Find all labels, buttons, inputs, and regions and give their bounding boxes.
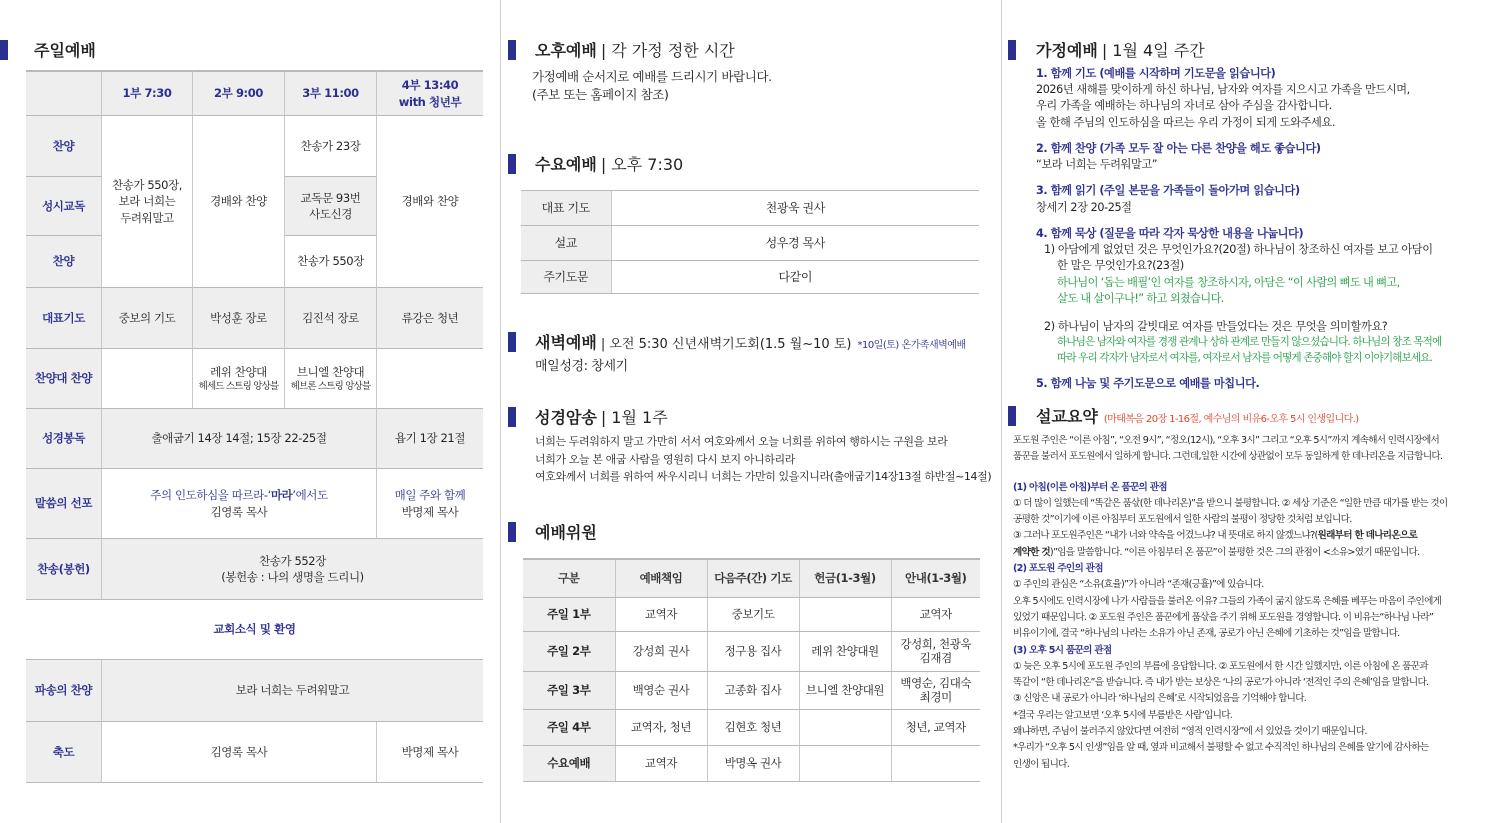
committee-cell: 청년, 교역자: [891, 709, 980, 745]
home-worship-title: 가정예배 | 1월 4일 주간: [1002, 38, 1205, 61]
service2-praise: 경배와 찬양: [193, 116, 285, 288]
wednesday-row: 대표 기도 천광욱 권사: [521, 191, 979, 226]
scripture-services-1-3: 출애굽기 14장 14절; 15장 22-25절: [102, 409, 377, 469]
scripture-memory-text: 너희는 두려워하지 말고 가만히 서서 여호와께서 오늘 너희를 위하여 행하시는 구원을 보라 너희가 오늘 본 애굽 사람을 영원히 다시 보지 아니하리라 여호와께서 너희를 위하여 싸우시리니 너희는 가만히 있을지니라(출애굽기14장13절 하반절~14절): [535, 435, 992, 484]
prayer-service-4: 류강은 청년: [377, 288, 483, 349]
church-news: 교회소식 및 환영: [26, 600, 483, 660]
label-scripture: 성경봉독: [26, 409, 102, 469]
label-prayer: 대표기도: [26, 288, 102, 349]
committee-row: [523, 709, 980, 745]
worship-committee-title: 예배위원: [501, 520, 597, 543]
blessing-services-1-3: 김영록 목사: [102, 722, 377, 783]
committee-row: [523, 597, 980, 631]
header-service-1: 1부 7:30: [102, 70, 193, 116]
committee-cell: 강성희, 천광욱 김재겸: [891, 631, 980, 671]
header-service-4: 4부 13:40 with 청년부: [377, 70, 483, 116]
wednesday-table: [521, 190, 979, 294]
label-offering: 찬송(봉헌): [26, 539, 102, 600]
committee-cell: 교역자, 청년: [615, 709, 707, 745]
choir-service-2: 레위 찬양대 헤세드 스트링 앙상블: [193, 349, 285, 409]
scripture-memory-title: 성경암송 | 1월 1주: [501, 405, 668, 428]
committee-cell: 레위 찬양대원: [799, 631, 891, 671]
service3-hymn-1: 찬송가 23장: [285, 116, 377, 177]
afternoon-worship-text: 가정예배 순서지로 예배를 드리시기 바랍니다. (주보 또는 홈페이지 참조): [532, 69, 772, 103]
committee-cell: 김현호 청년: [707, 709, 799, 745]
wednesday-row: 주기도문 다같이: [521, 261, 979, 294]
label-sending: 파송의 찬양: [26, 660, 102, 722]
committee-row-label: 수요예배: [523, 745, 615, 781]
sermon-summary-title: 설교요약 (마태복음 20장 1-16절, 예수님의 비유6-오후 5시 인생입니다.): [1002, 404, 1359, 427]
afternoon-worship-title: 오후예배 | 각 가정 정한 시간: [501, 38, 735, 61]
committee-row-label: 주일 1부: [523, 597, 615, 631]
committee-cell: 백영순, 김대숙 최경미: [891, 671, 980, 709]
committee-cell: [799, 709, 891, 745]
committee-row: [523, 671, 980, 709]
prayer-service-2: 박성훈 장로: [193, 288, 285, 349]
committee-cell: 박명옥 권사: [707, 745, 799, 781]
committee-cell: 교역자: [615, 597, 707, 631]
sermon-summary-text: 포도원 주인은 “이른 아침”, “오전 9시”, “정오(12시), “오후 3시” 그리고 “오후 5시”까지 계속해서 인력시장에서 품꾼을 불러서 포도원에서 일하게 합니다. 그런데,일한 시간에 상관없이 모두 동일하게 한 데나리온을 지급합니다. (1) 아침(이른 아침)부터 온 품꾼의 관점 ① 더 많이 일했는데 “똑같은 품삯(한 데나리온)”을 받으니 불평합니다. ② 세상 기준은 “일한 만큼 대가를 받는 것이 공평한 것”이기에 이른 아침부터 포도원에서 일한 사람의 불평이 정당한 것처럼 보입니다. ③ 그러나 포도원주인은 “내가 너와 약속을 어겼느냐? 내 뜻대로 하지 않겠느냐?(원래부터 한 데나리온으로 계약한 것)”임을 말씀합니다. “이른 아침부터 온 품꾼”이 불평한 것은 그의 관점이 <소유>였기 때문입니다. (2) 포도원 주인의 관점 ① 주인의 관심은 “소유(효율)”가 아니라 “존재(긍휼)”에 있습니다. 오후 5시에도 인력시장에 나가 사람들을 불러온 이유? 그들의 가족이 굶지 않도록 은혜를 베푸는 마음이 주인에게 있었기 때문입니다. ② 포도원 주인은 품꾼에게 품삯을 주기 위해 포도원을 경영합니다. 이 비유는“하나님 나라” 비유이기에, 결국 “하나님의 나라는 소유가 아닌 존재, 공로가 아닌 은혜에 기초하는 것”임을 말합니다. (3) 오후 5시 품꾼의 관점 ① 늦은 오후 5시에 포도원 주인의 부름에 응답합니다. ② 포도원에서 한 시간 일했지만, 이른 아침에 온 품꾼과 똑같이 “한 데나리온”을 받습니다. 즉 내가 받는 보상은 ‘나의 공로’가 아니라 ‘전적인 주의 은혜’임을 말합니다. ③ 신앙은 내 공로가 아니라 ‘하나님의 은혜’로 시작되었음을 기억해야 합니다. *결국 우리는 알고보면 ‘오후 5시에 부름받은 사람’입니다. 왜냐하면, 주님이 불러주지 않았다면 여전히 “영적 인력시장”에 서 있었을 것이기 때문입니다. *우리가 “오후 5시 인생”임을 알 때, 옆과 비교해서 불평할 수 없고 수직적인 하나님의 은혜를 알기에 감사하는 인생이 됩니다.: [1013, 435, 1448, 770]
committee-cell: 교역자: [891, 597, 980, 631]
sunday-worship-title: 주일예배: [0, 38, 96, 61]
committee-cell: 교역자: [615, 745, 707, 781]
prayer-service-1: 중보의 기도: [102, 288, 193, 349]
choir-service-3: 브니엘 찬양대 헤브론 스트링 앙상블: [285, 349, 377, 409]
committee-cell: [799, 745, 891, 781]
committee-row: [523, 631, 980, 671]
sermon-services-1-3: 주의 인도하심을 따르라-‘마라’에서도 김영록 목사: [102, 469, 377, 539]
choir-service-4: [377, 349, 483, 409]
service1-praise: 찬송가 550장, 보라 너희는 두려워말고: [102, 116, 193, 288]
committee-cell: 고종화 집사: [707, 671, 799, 709]
wednesday-row: 설교 성우경 목사: [521, 226, 979, 261]
choir-service-1: [102, 349, 193, 409]
daily-bible-text: 매일성경: 창세기: [535, 359, 628, 374]
home-worship-steps: 1. 함께 기도 (예배를 시작하며 기도문을 읽습니다) 2026년 새해를 맞이하게 하신 하나님, 남자와 여자를 지으시고 가족을 만드시며, 우리 가족을 예배하는 하나님의 자녀로 삼아 주심을 감사합니다. 올 한해 주님의 인도하심을 따르는 우리 가정이 되게 도와주세요. 2. 함께 찬양 (가족 모두 잘 아는 다른 찬양을 해도 좋습니다) “보라 너희는 두려워말고” 3. 함께 읽기 (주일 본문을 가족들이 돌아가며 읽습니다) 창세기 2장 20-25절 4. 함께 묵상 (질문을 따라 각자 묵상한 내용을 나눕니다) 1) 아담에게 없었던 것은 무엇인가요?(20절) 하나님이 창조하신 여자를 보고 아담이 한 말은 무엇인가요?(23절) 하나님이 ‘돕는 배필’인 여자를 창조하시자, 아담은 “이 사람의 뼈도 내 뼈고, 살도 내 살이구나!” 하고 외쳤습니다. 2) 하나님이 남자의 갈빗대로 여자를 만들었다는 것은 무엇을 의미할까요? 하나님은 남자와 여자를 경쟁 관계나 상하 관계로 만들지 않으셨습니다. 하나님의 창조 목적에 따라 우리 각자가 남자로서 여자를, 여자로서 남자를 어떻게 존중해야 할지 이야기해보세요. 5. 함께 나눔 및 주기도문으로 예배를 마칩니다.: [1036, 67, 1442, 390]
committee-header-row: 구분 예배책임 다음주(간) 기도 헌금(1-3월) 안내(1-3월): [523, 559, 980, 597]
sunday-worship-table: [26, 70, 483, 784]
label-sermon: 말씀의 선포: [26, 469, 102, 539]
committee-cell: 중보기도: [707, 597, 799, 631]
committee-cell: 강성희 권사: [615, 631, 707, 671]
offering-hymn: 찬송가 552장 (봉헌송 : 나의 생명을 드리니): [102, 539, 483, 600]
label-blessing: 축도: [26, 722, 102, 783]
header-blank: [26, 70, 102, 116]
committee-row-label: 주일 3부: [523, 671, 615, 709]
service3-reading: 교독문 93번 사도신경: [285, 177, 377, 236]
title-marker: [0, 40, 8, 60]
worship-committee-table: [523, 558, 980, 782]
label-choir: 찬양대 찬양: [26, 349, 102, 409]
committee-cell: 브니엘 찬양대원: [799, 671, 891, 709]
header-service-2: 2부 9:00: [193, 70, 285, 116]
sending-hymn: 보라 너희는 두려워말고: [102, 660, 483, 722]
blessing-service-4: 박명제 목사: [377, 722, 483, 783]
label-praise-2: 찬양: [26, 236, 102, 288]
dawn-worship-title: 새벽예배 | 오전 5:30 신년새벽기도회(1.5 월~10 토) *10일(토) 온가족새벽예배: [501, 330, 966, 353]
service3-hymn-2: 찬송가 550장: [285, 236, 377, 288]
label-praise-1: 찬양: [26, 116, 102, 177]
committee-cell: [891, 745, 980, 781]
header-service-3: 3부 11:00: [285, 70, 377, 116]
wednesday-worship-title: 수요예배 | 오후 7:30: [501, 152, 683, 175]
prayer-service-3: 김진석 장로: [285, 288, 377, 349]
label-responsive-reading: 성시교독: [26, 177, 102, 236]
committee-cell: [799, 597, 891, 631]
committee-row-label: 주일 2부: [523, 631, 615, 671]
committee-cell: 정구용 집사: [707, 631, 799, 671]
scripture-service-4: 욥기 1장 21절: [377, 409, 483, 469]
sermon-service-4: 매일 주와 함께 박명제 목사: [377, 469, 483, 539]
committee-cell: 백영순 권사: [615, 671, 707, 709]
committee-row: [523, 745, 980, 781]
service4-praise: 경배와 찬양: [377, 116, 483, 288]
committee-row-label: 주일 4부: [523, 709, 615, 745]
